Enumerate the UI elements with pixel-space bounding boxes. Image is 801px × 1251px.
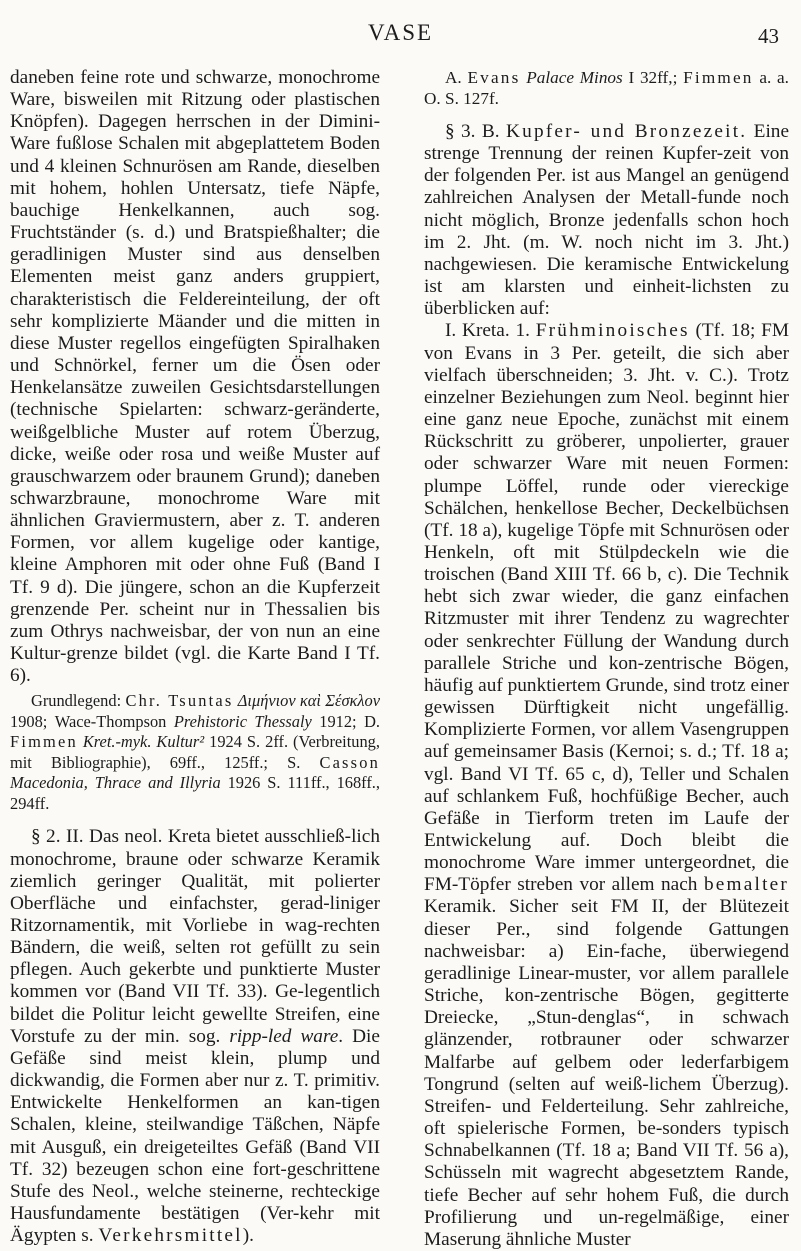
- running-header: [0, 20, 801, 60]
- running-title: VASE: [367, 20, 434, 45]
- bibliography-note: Grundlegend: Chr. Tsuntas Διμήνιον καὶ Σέσκλον 1908; Wace-Thompson Prehistoric Thessaly 1912; D. Fimmen Kret.-myk. Kultur² 1924 S. 2ff. (Verbreitung, mit Bibliographie), 69ff., 125ff.; S. Casson Macedonia, Thrace and Illyria 1926 S. 111ff., 168ff., 294ff.: [10, 691, 381, 813]
- crete-paragraph: I. Kreta. 1. Frühminoisches (Tf. 18; FM von Evans in 3 Per. geteilt, die sich aber vielfach überschneiden; 3. Jht. v. C.). Trotz einzelner Beziehungen zum Neol. beginnt hier eine ganz neue Epoche, zunächst mit einem Rückschritt zu gröberer, unpolierter, grauer oder schwarzer Ware mit neuen Formen: plumpe Löffel, runde oder viereckige Schälchen, henkellose Becher, Deckelbüchsen (Tf. 18 a), kugelige Töpfe mit Schnurösen oder Henkeln, oft mit Stülpdeckeln wie die troischen (Band XIII Tf. 66 b, c). Die Technik hebt sich zwar wieder, die ganz einfachen Ritzmuster mit ihrer Tendenz zu wagrechter oder senkrechter Füllung der Wandung durch parallele Striche und kon-zentrische Bögen, häufig auf punktiertem Grunde, sind trotz einer gewissen Dürftigkeit nicht ungefällig. Komplizierte Formen, vor allem Vasengruppen auf gemeinsamer Basis (Kernoi; s. d.; Tf. 18 a; vgl. Band VI Tf. 65 c, d), Teller und Schalen auf schlankem Fuß, hochfüßige Becher, auch Gefäße in Tierform treten im Laufe der Entwickelung auf. Doch bleibt die monochrome Ware immer untergeordnet, die FM-Töpfer streben vor allem nach bemalter Keramik. Sicher seit FM II, der Blütezeit dieser Per., sind folgende Gattungen nachweisbar: a) Ein-fache, überwiegend geradlinige Linear-muster, vor allem parallele Striche, kon-zentrische Bögen, gegitterte Dreiecke, „Stun-denglas“, in schwach glänzender, rotbrauner oder schwarzer Malfarbe auf gelbem oder lederfarbigem Tongrund (selten auf weiß-lichem Überzug). Streifen- und Felderteilung. Sehr zahlreiche, oft spielerische Formen, be-sonders typisch Schnabelkannen (Tf. 18 a; Band VII Tf. 56 a), Schüsseln mit wagrecht abgesetztem Rande, tiefe Becher auf sehr hohem Fuß, die durch Profilierung und un-regelmäßige, einer Maserung ähnliche Muster: [424, 320, 789, 1250]
- right-column: [424, 67, 789, 1251]
- reference-note: A. Evans Palace Minos I 32ff,; Fimmen a. a. O. S. 127f.: [424, 68, 789, 108]
- page-number: 43: [758, 24, 779, 48]
- left-column: [10, 67, 380, 1247]
- section-3-paragraph: § 3. B. Kupfer- und Bronzezeit. Eine strenge Trennung der reinen Kupfer-zeit von der folgenden Per. ist aus Mangel an genügend zahlreichen Analysen der Metall-funde noch nicht möglich, Bronze jedenfalls schon hoch im 2. Jht. (m. W. noch nicht im 3. Jht.) nachgewiesen. Die keramische Entwickelung ist am klarsten und einheit-lichsten zu überblicken auf:: [424, 121, 790, 320]
- paragraph-continuation: daneben feine rote und schwarze, monochrome Ware, bisweilen mit Ritzung oder plastischen Knöpfen). Dagegen herrschen in der Dimini-Ware fußlose Schalen mit abgeplattetem Boden und 4 kleinen Schnurösen am Rande, dieselben mit hohem, hohlen Untersatz, tiefe Näpfe, bauchige Henkelkannen, auch sog. Fruchtständer (s. d.) und Bratspießhalter; die geradlinigen Muster sind aus denselben Elementen meist ganz anders gruppiert, charakteristisch die Feldereinteilung, der oft sehr komplizierte Mäander und die mitten in diese Muster regellos eingefügten Spiralhaken und Schnörkel, ferner um die Ösen oder Henkelansätze zuweilen Gesichtsdarstellungen (technische Spielarten: schwarz-geränderte, weißgelbliche Muster auf rotem Überzug, dicke, weiße oder rosa und weiße Muster auf grauschwarzem oder braunem Grund); daneben schwarzbraune, monochrome Ware mit ähnlichen Graviermustern, aber z. T. anderen Formen, vor allem kugelige oder kantige, kleine Amphoren mit oder ohne Fuß (Band I Tf. 9 d). Die jüngere, schon an die Kupferzeit grenzende Per. scheint nur in Thessalien bis zum Othrys nachweisbar, der von nun an eine Kultur-grenze bildet (vgl. die Karte Band I Tf. 6).: [10, 67, 380, 687]
- section-2-paragraph: § 2. II. Das neol. Kreta bietet ausschließ-lich monochrome, braune oder schwarze Keramik ziemlich geringer Qualität, mit polierter Oberfläche und einfachster, gerad-liniger Ritzornamentik, mit Vorliebe in wag-rechten Bändern, die weiß, selten rot gefüllt zu sein pflegen. Auch gekerbte und punktierte Muster kommen vor (Band VII Tf. 33). Ge-legentlich bildet die Politur leicht gewellte Streifen, eine Vorstufe zu der min. sog. ripp-led ware. Die Gefäße sind meist klein, plump und dickwandig, die Formen aber nur z. T. primitiv. Entwickelte Henkelformen an kan-tigen Schalen, kleine, steilwandige Täßchen, Näpfe mit Ausguß, ein dreigeteiltes Gefäß (Band VII Tf. 32) bezeugen schon eine fort-geschrittene Stufe des Neol., welche steinerne, rechteckige Hausfundamente bestätigen (Ver-kehr mit Ägypten s. Verkehrsmittel).: [10, 826, 380, 1247]
